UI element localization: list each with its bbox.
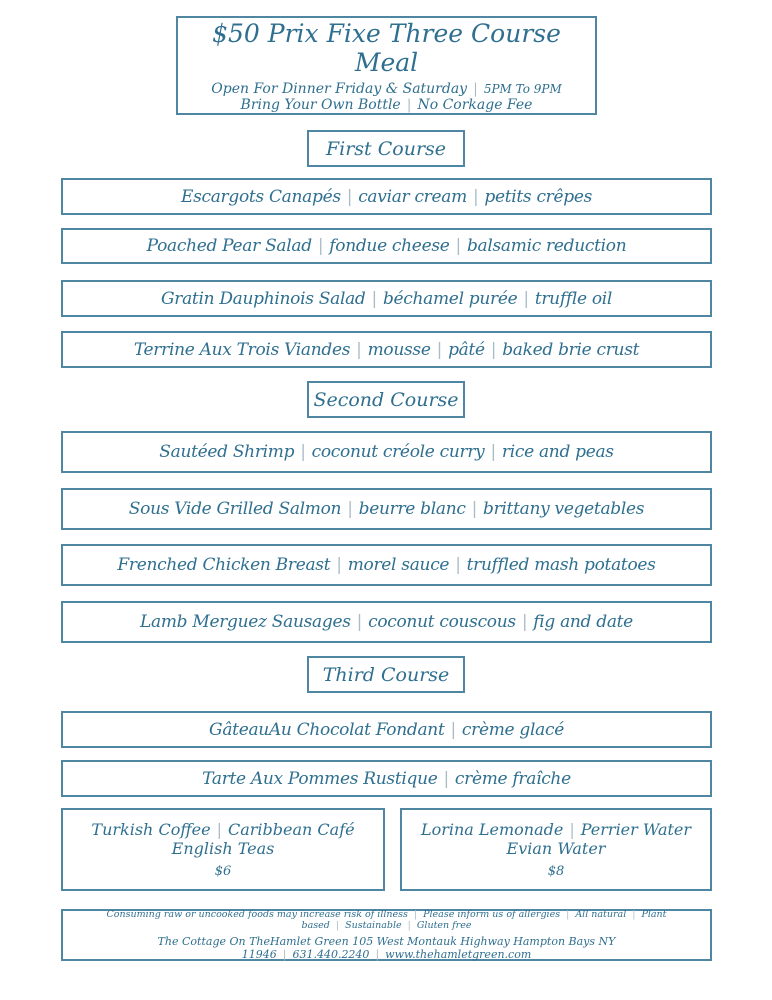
drink: Evian Water — [506, 839, 606, 858]
dish-accompaniment: pâté — [448, 339, 485, 360]
footer-box — [61, 909, 712, 961]
dish-name: GâteauAu Chocolat Fondant — [209, 719, 445, 740]
dish-accompaniment: coconut couscous — [368, 612, 516, 632]
dish-accompaniment: crème fraîche — [454, 768, 571, 789]
dish-accompaniment: rice and peas — [501, 442, 614, 462]
separator: | — [455, 236, 461, 256]
dish-name: Gratin Dauphinois Salad — [160, 288, 366, 309]
drinks-line — [91, 820, 354, 839]
notice-text: Gluten free — [416, 920, 472, 931]
menu-item — [61, 488, 712, 530]
separator: | — [472, 186, 479, 207]
menu-item — [61, 544, 712, 586]
dish-accompaniment: truffle oil — [534, 288, 613, 309]
menu-item-line — [134, 340, 639, 360]
separator: | — [347, 499, 353, 519]
separator: | — [443, 768, 449, 789]
dish-accompaniment: mousse — [367, 339, 431, 360]
dish-name: Frenched Chicken Breast — [117, 555, 331, 575]
dish-accompaniment: caviar cream — [358, 186, 467, 207]
dish-name: Lamb Merguez Sausages — [140, 612, 351, 632]
separator: | — [471, 499, 478, 519]
menu-item — [61, 280, 712, 317]
hours-line — [211, 81, 561, 97]
menu-item-line — [117, 555, 655, 575]
separator: | — [473, 80, 478, 97]
separator: | — [490, 442, 496, 462]
separator: | — [523, 288, 529, 309]
drink: English Teas — [171, 839, 275, 858]
notice-text: Sustainable — [345, 920, 402, 931]
separator: | — [569, 820, 575, 839]
dish-name: Tarte Aux Pommes Rustique — [202, 768, 438, 789]
drink: Caribbean Café — [227, 820, 355, 839]
menu-item — [61, 601, 712, 643]
separator: | — [336, 555, 342, 575]
separator: | — [450, 719, 456, 740]
byob-text: Bring Your Own Bottle — [240, 96, 401, 113]
dish-accompaniment: fondue cheese — [329, 236, 450, 256]
separator: | — [632, 909, 636, 920]
dish-name: Escargots Canapés — [180, 186, 341, 207]
separator: | — [216, 820, 222, 839]
phone-text: 631.440.2240 — [292, 948, 370, 961]
separator: | — [300, 442, 306, 462]
dish-accompaniment: crème glacé — [461, 719, 564, 740]
drink: Lorina Lemonade — [420, 820, 564, 839]
separator: | — [407, 920, 411, 931]
separator: | — [521, 612, 528, 632]
dish-accompaniment: morel sauce — [347, 555, 450, 575]
drinks-box-cold — [400, 808, 712, 891]
dish-accompaniment: fig and date — [533, 612, 633, 632]
separator: | — [356, 612, 363, 632]
drink-price: $6 — [214, 864, 232, 879]
dish-accompaniment: brittany vegetables — [483, 499, 645, 519]
separator: | — [335, 920, 340, 931]
dish-accompaniment: balsamic reduction — [466, 236, 627, 256]
address-text: The Cottage On TheHamlet Green 105 West Montauk Highway Hampton Bays NY 11946 — [157, 935, 616, 961]
dish-accompaniment: petits crêpes — [484, 186, 593, 207]
menu-item-line — [209, 720, 564, 740]
notice-text: All natural — [575, 909, 627, 920]
menu-item — [61, 331, 712, 368]
separator: | — [490, 339, 497, 360]
separator: | — [346, 186, 353, 207]
menu-item-line — [181, 187, 592, 207]
drinks-box-hot — [61, 808, 385, 891]
byob-line — [241, 97, 533, 113]
website-text: www.thehamletgreen.com — [385, 948, 532, 961]
menu-item-line — [140, 612, 633, 632]
drinks-line — [421, 820, 691, 839]
separator: | — [282, 948, 287, 961]
menu-item-line — [202, 769, 571, 789]
menu-item — [61, 178, 712, 215]
menu-title: $50 Prix Fixe Three Course Meal — [212, 18, 561, 77]
footer-notice — [63, 909, 710, 931]
separator: | — [413, 909, 418, 920]
dinner-days: Open For Dinner Friday & Saturday — [211, 80, 468, 97]
drink: Perrier Water — [580, 820, 692, 839]
header-box — [176, 16, 597, 115]
separator: | — [317, 236, 324, 256]
menu-item — [61, 228, 712, 264]
corkage-text: No Corkage Fee — [417, 96, 533, 113]
dish-accompaniment: coconut créole curry — [311, 442, 485, 462]
dinner-hours: 5PM To 9PM — [483, 81, 562, 96]
drink-price: $8 — [547, 864, 565, 879]
menu-item-line — [147, 236, 627, 256]
course-heading: First Course — [307, 130, 465, 167]
dish-name: Sautéed Shrimp — [159, 442, 295, 462]
notice-text: Consuming raw or uncooked foods may increase risk of illness — [106, 909, 408, 920]
drink: Turkish Coffee — [91, 820, 211, 839]
course-heading: Second Course — [307, 381, 465, 418]
dish-accompaniment: béchamel purée — [382, 288, 518, 309]
separator: | — [406, 96, 412, 113]
menu-item-line — [159, 442, 613, 462]
dish-accompaniment: beurre blanc — [358, 499, 466, 519]
course-heading: Third Course — [307, 656, 465, 693]
dish-accompaniment: truffled mash potatoes — [466, 555, 656, 575]
separator: | — [356, 339, 362, 360]
separator: | — [375, 948, 380, 961]
notice-text: Please inform us of allergies — [423, 909, 561, 920]
menu-item — [61, 760, 712, 797]
menu-item-line — [129, 499, 644, 519]
dish-name: Sous Vide Grilled Salmon — [128, 499, 342, 519]
separator: | — [371, 288, 377, 309]
separator: | — [455, 555, 461, 575]
dish-accompaniment: baked brie crust — [502, 339, 640, 360]
dish-name: Poached Pear Salad — [146, 236, 312, 256]
menu-item — [61, 431, 712, 473]
separator: | — [566, 909, 570, 920]
dish-name: Terrine Aux Trois Viandes — [133, 339, 351, 360]
footer-address — [63, 935, 710, 961]
separator: | — [436, 339, 443, 360]
menu-item-line — [161, 289, 612, 309]
notice-text: Plant based — [301, 909, 667, 931]
menu-item — [61, 711, 712, 748]
